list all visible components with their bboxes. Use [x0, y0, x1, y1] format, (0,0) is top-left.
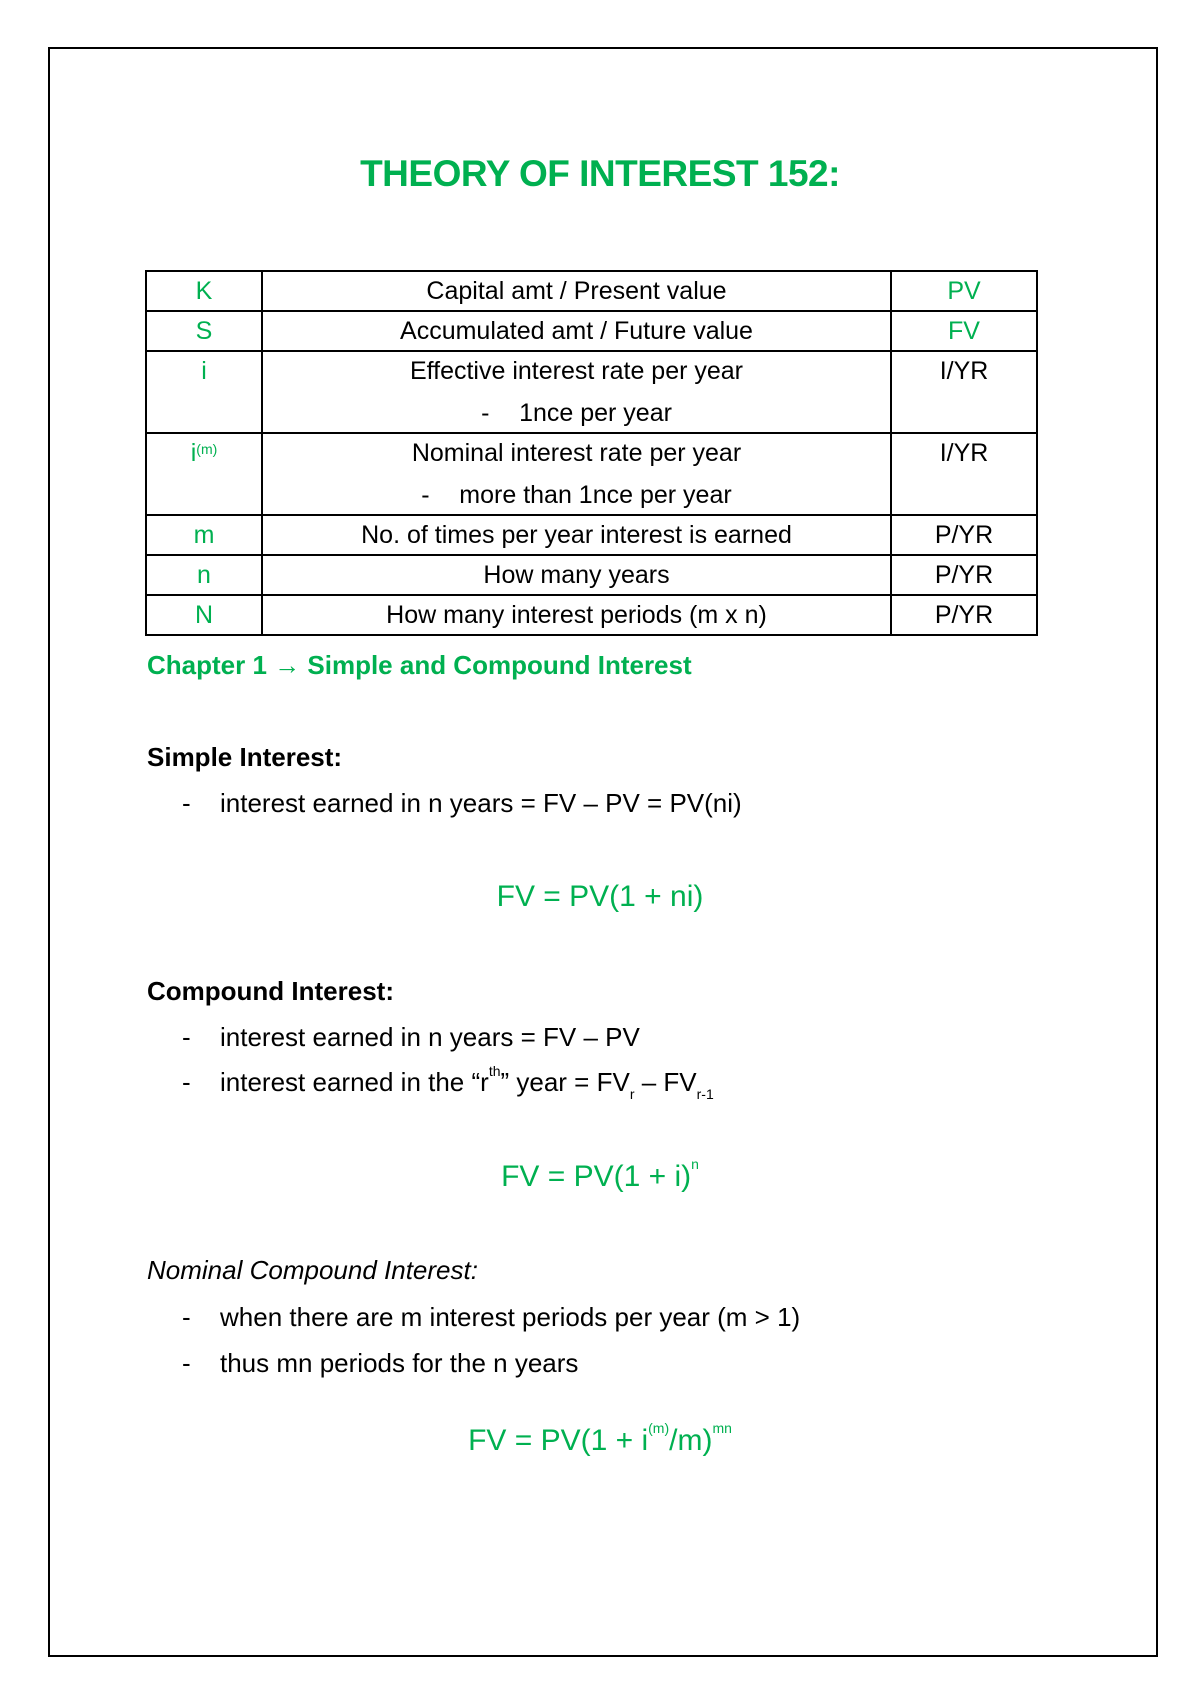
sub-bullet — [481, 394, 672, 432]
arrow-right-icon: → — [274, 650, 301, 680]
list-item-text: thus mn periods for the n years — [220, 1348, 579, 1378]
calculator-key-cell: P/YR — [891, 555, 1037, 595]
list-item — [182, 1302, 800, 1333]
page-title: THEORY OF INTEREST 152: — [360, 153, 840, 194]
description-cell — [262, 433, 891, 515]
dash-bullet: - — [182, 1022, 191, 1052]
calculator-key-cell: FV — [891, 311, 1037, 351]
description-cell: How many interest periods (m x n) — [262, 595, 891, 635]
calculator-key-cell: I/YR — [891, 351, 1037, 433]
table-row — [146, 555, 1037, 595]
list-item — [182, 788, 742, 819]
compound-interest-formula — [0, 1156, 1200, 1194]
description-cell: Accumulated amt / Future value — [262, 311, 891, 351]
subscript: r — [629, 1086, 635, 1102]
nominal-compound-formula — [0, 1420, 1200, 1458]
dash-bullet: - — [421, 481, 430, 509]
calculator-key-cell: I/YR — [891, 433, 1037, 515]
calculator-key-cell: PV — [891, 271, 1037, 311]
list-item — [182, 1022, 640, 1053]
formula-exponent: mn — [712, 1420, 732, 1436]
chapter-title: Simple and Compound Interest — [307, 650, 692, 680]
dash-bullet: - — [182, 1067, 191, 1097]
formula-exponent: n — [691, 1156, 699, 1172]
formula-superscript: (m) — [648, 1420, 670, 1436]
table-row — [146, 271, 1037, 311]
table-row — [146, 351, 1037, 433]
formula-part: FV = PV(1 + i — [468, 1424, 649, 1457]
description-cell: How many years — [262, 555, 891, 595]
table-row — [146, 595, 1037, 635]
dash-bullet: - — [182, 788, 191, 818]
superscript: th — [488, 1063, 501, 1079]
symbol-superscript: (m) — [196, 441, 218, 457]
description-text: Nominal interest rate per year — [411, 439, 742, 467]
description-text: Effective interest rate per year — [409, 357, 744, 385]
symbol-cell: K — [146, 271, 262, 311]
calculator-key-cell: P/YR — [891, 515, 1037, 555]
calculator-key-cell: P/YR — [891, 595, 1037, 635]
chapter-heading — [147, 650, 692, 681]
table-row — [146, 515, 1037, 555]
table-row — [146, 311, 1037, 351]
list-item-text: interest earned in n years = FV – PV — [220, 1022, 640, 1052]
nominal-compound-heading: Nominal Compound Interest: — [147, 1255, 478, 1285]
list-item — [182, 1063, 714, 1102]
list-item-text: – FV — [634, 1067, 697, 1097]
subscript: r-1 — [696, 1086, 714, 1102]
symbol-cell: i — [146, 351, 262, 433]
table-row — [146, 433, 1037, 515]
definitions-table — [145, 270, 1038, 636]
dash-bullet: - — [481, 399, 490, 427]
formula-base: FV = PV(1 + i) — [501, 1160, 692, 1193]
dash-bullet: - — [182, 1348, 191, 1378]
formula-part: /m) — [669, 1424, 713, 1457]
description-cell — [262, 351, 891, 433]
list-item-text: interest earned in the “r — [220, 1067, 489, 1097]
description-cell: Capital amt / Present value — [262, 271, 891, 311]
compound-interest-heading: Compound Interest: — [147, 976, 394, 1006]
sub-bullet — [421, 476, 731, 514]
symbol-text: i — [190, 439, 197, 467]
dash-bullet: - — [182, 1302, 191, 1332]
list-item-text: when there are m interest periods per year (m > 1) — [220, 1302, 801, 1332]
chapter-number: Chapter 1 — [147, 650, 267, 680]
sub-bullet-text: more than 1nce per year — [459, 481, 732, 509]
sub-bullet-text: 1nce per year — [519, 399, 672, 427]
symbol-cell — [146, 433, 262, 515]
simple-interest-heading: Simple Interest: — [147, 742, 343, 772]
symbol-cell: m — [146, 515, 262, 555]
symbol-cell: N — [146, 595, 262, 635]
description-cell: No. of times per year interest is earned — [262, 515, 891, 555]
symbol-cell: n — [146, 555, 262, 595]
symbol-cell: S — [146, 311, 262, 351]
simple-interest-formula: FV = PV(1 + ni) — [496, 880, 704, 913]
list-item — [182, 1348, 578, 1379]
list-item-text: interest earned in n years = FV – PV = PV(ni) — [220, 788, 742, 818]
list-item-text: ” year = FV — [500, 1067, 630, 1097]
